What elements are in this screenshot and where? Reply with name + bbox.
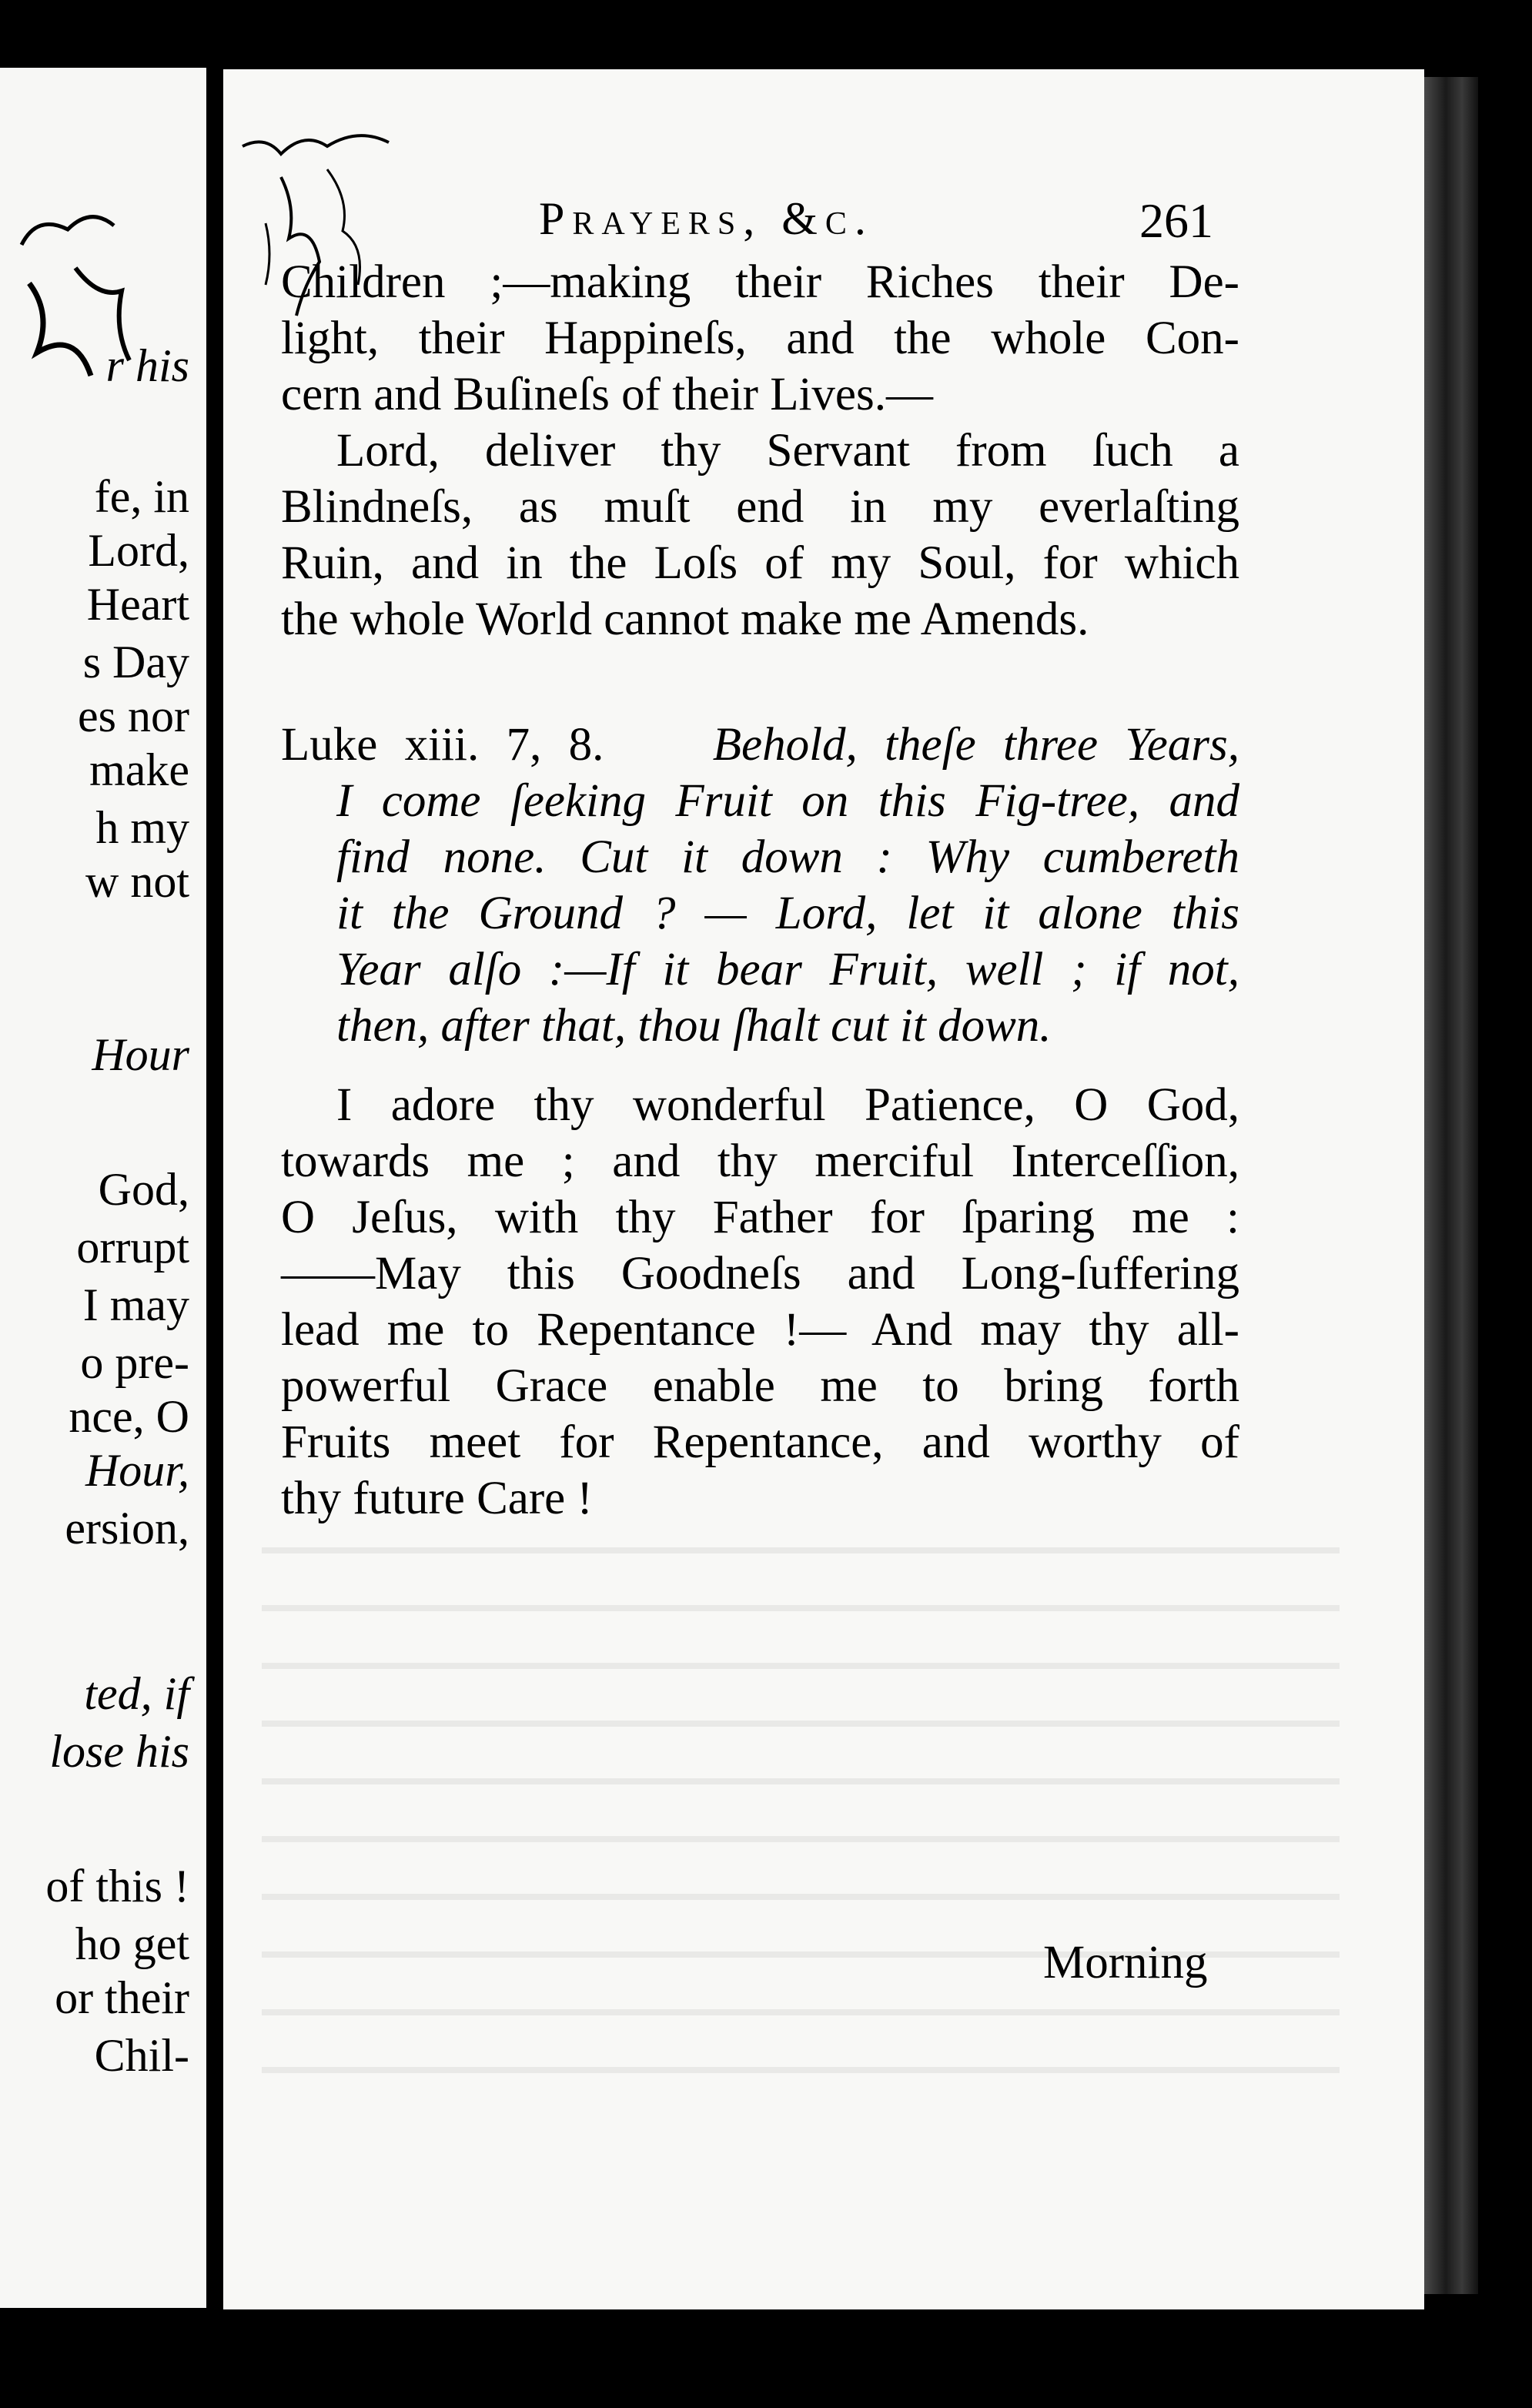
text-line: cern and Buſineſs of their Lives.— xyxy=(281,369,934,420)
left-page-line: ersion, xyxy=(65,1503,189,1553)
left-page-line: es nor xyxy=(78,691,189,741)
catchword: Morning xyxy=(1043,1937,1208,1988)
text-line: light, their Happineſs, and the whole Con- xyxy=(281,313,1239,364)
left-page-line: h my xyxy=(95,802,189,853)
scripture-text: Behold, theſe three Years, xyxy=(712,719,1239,771)
left-page-line: r his xyxy=(105,340,189,391)
text-line: powerful Grace enable me to bring forth xyxy=(281,1360,1239,1412)
text-line: Fruits meet for Repentance, and worthy of xyxy=(281,1416,1239,1468)
scripture-line: Year alſo :—If it bear Fruit, well ; if not, xyxy=(336,944,1239,995)
left-page-line: ho get xyxy=(75,1918,189,1969)
scripture-line: then, after that, thou ſhalt cut it down. xyxy=(336,1000,1052,1052)
left-page-line: ted, if xyxy=(84,1668,189,1719)
scripture-reference: Luke xiii. 7, 8. xyxy=(281,719,604,771)
left-page-line: Hour, xyxy=(85,1445,189,1496)
text-line: the whole World cannot make me Amends. xyxy=(281,594,1089,645)
left-page-line: Lord, xyxy=(88,525,189,576)
page-gutter-edge xyxy=(1424,77,1478,2294)
left-page-line: Chil- xyxy=(94,2030,189,2081)
left-page-line: w not xyxy=(85,856,189,907)
text-line: O Jeſus, with thy Father for ſparing me : xyxy=(281,1192,1239,1243)
left-page-line: I may xyxy=(82,1279,189,1330)
page-number: 261 xyxy=(1139,193,1213,248)
left-page-line: s Day xyxy=(82,637,189,687)
scripture-first-line xyxy=(281,717,1239,773)
left-page-line: o pre- xyxy=(80,1337,189,1388)
text-line: Ruin, and in the Loſs of my Soul, for which xyxy=(281,537,1239,589)
text-line: Lord, deliver thy Servant from ſuch a xyxy=(336,425,1239,477)
paragraph-children xyxy=(281,254,1239,423)
page-body xyxy=(281,254,1239,1527)
left-page-line: make xyxy=(89,744,189,795)
text-line: Blindneſs, as muſt end in my everlaſting xyxy=(281,481,1239,533)
scripture-line: find none. Cut it down : Why cumbereth xyxy=(336,831,1239,883)
left-page-fragment xyxy=(0,68,206,2308)
running-head: Prayers, &c. xyxy=(539,193,874,244)
left-page-line: fe, in xyxy=(94,471,189,522)
text-line: ——May this Goodneſs and Long-ſuffering xyxy=(281,1248,1239,1299)
left-page-line: Heart xyxy=(86,579,189,630)
scripture-line: I come ſeeking Fruit on this Fig-tree, and xyxy=(336,775,1239,827)
text-line: I adore thy wonderful Patience, O God, xyxy=(336,1079,1239,1131)
left-page-line: Hour xyxy=(92,1029,189,1080)
text-line: lead me to Repentance !— And may thy all- xyxy=(281,1304,1239,1356)
left-page-line: of this ! xyxy=(45,1861,189,1911)
left-page-line: nce, O xyxy=(69,1391,189,1442)
paragraph-deliver xyxy=(281,423,1239,647)
text-line: thy future Care ! xyxy=(281,1473,593,1524)
paragraph-adore xyxy=(281,1077,1239,1527)
text-line: Children ;—making their Riches their De- xyxy=(281,256,1239,308)
text-line: towards me ; and thy merciful Interceſſion, xyxy=(281,1135,1239,1187)
left-page-line: lose his xyxy=(49,1726,189,1777)
left-page-line: or their xyxy=(55,1972,189,2023)
scripture-quotation xyxy=(281,717,1239,1054)
scripture-line: it the Ground ? — Lord, let it alone this xyxy=(336,888,1239,939)
left-page-line: God, xyxy=(98,1164,189,1215)
left-page-line: orrupt xyxy=(76,1222,189,1273)
show-through-texture xyxy=(262,1509,1340,2094)
